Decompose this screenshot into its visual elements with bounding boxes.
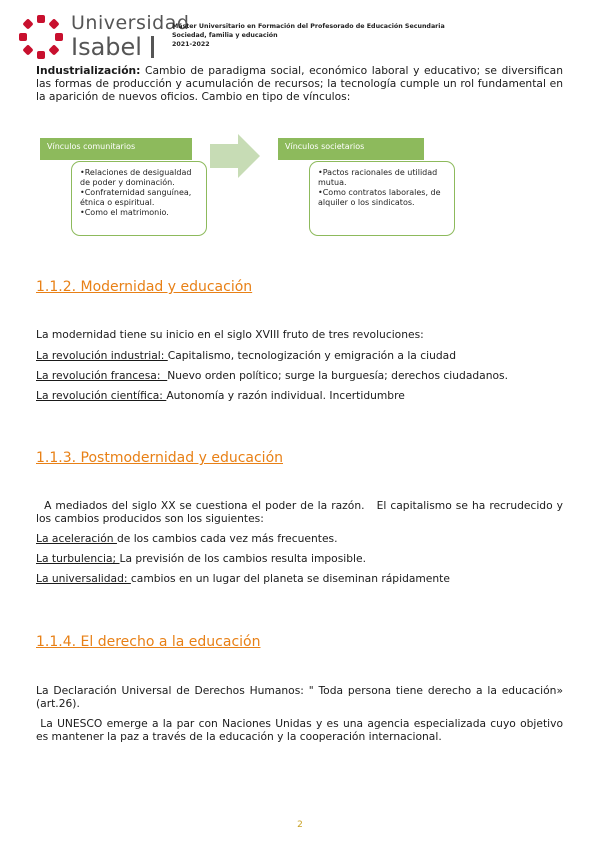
diagram-right-box: [309, 161, 455, 236]
list-item-label: La aceleración: [36, 532, 117, 545]
page-number: 2: [297, 820, 303, 830]
header-program: Máster Universitario en Formación del Profesorado de Educación Secundaria: [172, 23, 445, 30]
list-item-text: cambios en un lugar del planeta se diseminan rápidamente: [130, 572, 450, 585]
arrow-right-icon: [210, 134, 260, 178]
section-heading-derecho: 1.1.4. El derecho a la educación: [36, 634, 261, 650]
diagram-left-item: •Confraternidad sanguínea, étnica o espiritual.: [80, 188, 192, 207]
section-heading-modernidad: 1.1.2. Modernidad y educación: [36, 279, 253, 295]
list-item-text: de los cambios cada vez más frecuentes.: [116, 532, 338, 545]
header-subject: Sociedad, familia y educación: [172, 32, 278, 39]
diagram-right-title: Vínculos societarios: [278, 138, 424, 160]
intro-paragraph: [36, 64, 563, 103]
derecho-paragraph-2: La UNESCO emerge a la par con Naciones Unidas y es una agencia especializada cuyo objetivo es mantener la paz a través de la educación y la cooperación internacional.: [36, 717, 567, 743]
derecho-paragraph-1: La Declaración Universal de Derechos Humanos: " Toda persona tiene derecho a la educación» (art.26).: [36, 684, 563, 710]
section-heading-postmodernidad: 1.1.3. Postmodernidad y educación: [36, 450, 284, 466]
list-item: [36, 532, 338, 545]
list-item: [36, 552, 366, 565]
header-year: 2021-2022: [172, 41, 210, 48]
logo-text-bottom: Isabel: [71, 33, 142, 61]
list-item-text: La previsión de los cambios resulta imposible.: [119, 552, 366, 565]
list-item-label: La revolución francesa:: [36, 369, 168, 382]
modernidad-intro: La modernidad tiene su inicio en el siglo XVIII fruto de tres revoluciones:: [36, 328, 424, 341]
list-item-label: La revolución industrial:: [36, 349, 168, 362]
diagram-right-item: •Como contratos laborales, de alquiler o los sindicatos.: [318, 188, 441, 207]
list-item-text: Autonomía y razón individual. Incertidumbre: [166, 389, 405, 402]
diagram-left-title: Vínculos comunitarios: [40, 138, 192, 160]
list-item-label: La turbulencia;: [36, 552, 120, 565]
list-item-text: Nuevo orden político; surge la burguesía; derechos ciudadanos.: [167, 369, 508, 382]
list-item: [36, 572, 450, 585]
diagram-left-item: •Como el matrimonio.: [80, 208, 169, 217]
logo-text-top: Universidad: [71, 12, 190, 34]
list-item-label: La revolución científica:: [36, 389, 167, 402]
list-item: [36, 389, 405, 402]
list-item: [36, 369, 508, 382]
diagram-left-item: •Relaciones de desigualdad de poder y dominación.: [80, 168, 192, 187]
intro-bold: Industrialización:: [36, 64, 141, 77]
diagram-right-item: •Pactos racionales de utilidad mutua.: [318, 168, 438, 187]
intro-text: Cambio de paradigma social, económico laboral y educativo; se diversifican las formas de producción y acumulación de recursos; la tecnología cumple un rol fundamental en la aparición de nuevos oficios. Cambio en tipo de vínculos:: [36, 64, 563, 103]
postmodernidad-intro: A mediados del siglo XX se cuestiona el poder de la razón. El capitalismo se ha recrudecido y los cambios producidos son los siguientes:: [36, 499, 567, 525]
university-logo-icon: [18, 14, 64, 60]
logo-bar: [151, 36, 154, 58]
list-item: [36, 349, 456, 362]
list-item-label: La universalidad:: [36, 572, 131, 585]
diagram-left-box: [71, 161, 207, 236]
list-item-text: Capitalismo, tecnologización y emigración a la ciudad: [167, 349, 456, 362]
